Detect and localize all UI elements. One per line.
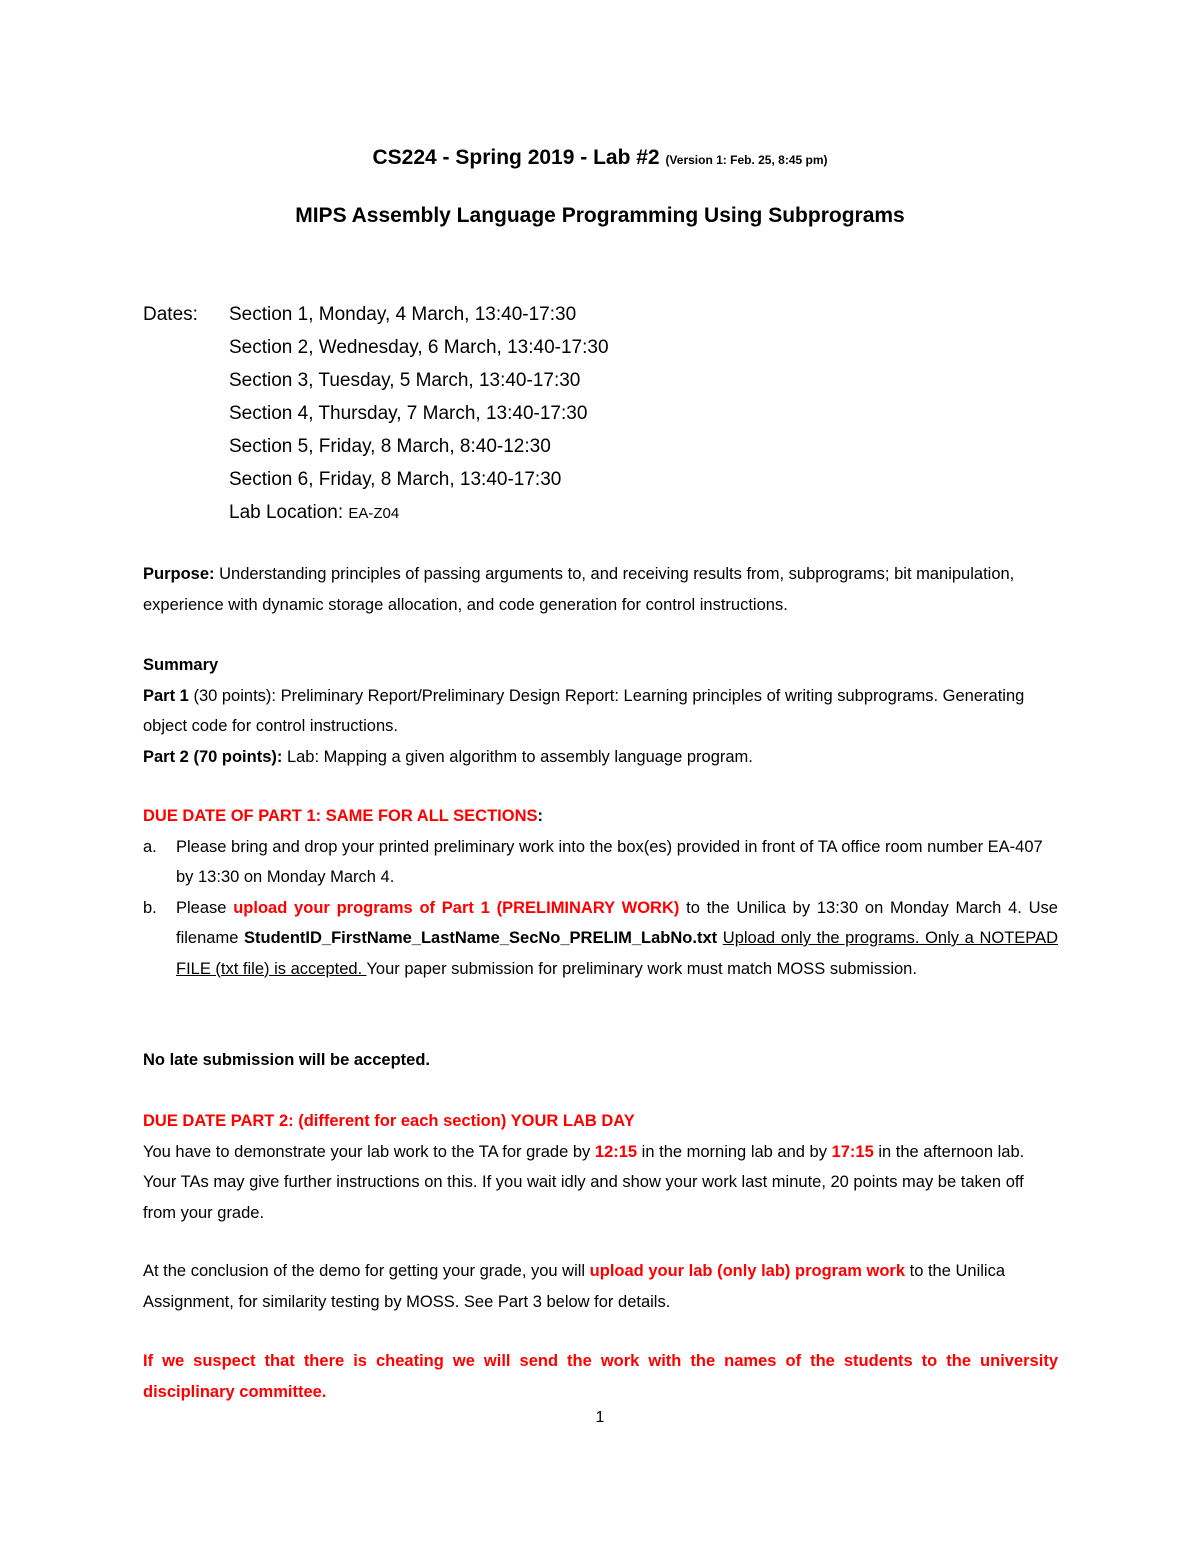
filename-format: StudentID_FirstName_LastName_SecNo_PRELIM_LabNo.txt [244,929,718,947]
section-5-date: Section 5, Friday, 8 March, 8:40-12:30 [229,436,551,457]
lab-location-label: Lab Location: [229,502,349,523]
dates-block [143,298,609,530]
summary-block [143,650,1058,772]
purpose-label: Purpose: [143,565,215,583]
due-part1-item-b: b. Please upload your programs of Part 1 (PRELIMINARY WORK) to the Unilica by 13:30 on Monday March 4. Use filename StudentID_FirstName_LastName_SecNo_PRELIM_LabNo.txt Upload only the programs. Only a NOTEPAD FILE (txt file) is accepted. Your paper submission for preliminary work must match MOSS submission. [143,898,1058,978]
due-part2-paragraph-2: At the conclusion of the demo for getting your grade, you will upload your lab (only lab) program work to the Unilica Assignment, for similarity testing by MOSS. See Part 3 below for details. [143,1262,1006,1311]
section-4-date: Section 4, Thursday, 7 March, 13:40-17:30 [229,403,588,424]
document-subtitle: MIPS Assembly Language Programming Using Subprograms [295,204,905,227]
due-part1-block [143,801,1058,984]
cheating-warning: If we suspect that there is cheating we will send the work with the names of the students to the university disciplinary committee. [143,1352,1058,1401]
due-part2-block [143,1106,1058,1228]
lab-location [229,496,399,530]
summary-part2: Part 2 (70 points): Lab: Mapping a given algorithm to assembly language program. [143,747,753,766]
due-part1-heading: DUE DATE OF PART 1: SAME FOR ALL SECTIONS: [143,807,543,825]
due-part2-paragraph-1: You have to demonstrate your lab work to the TA for grade by 12:15 in the morning lab and by 17:15 in the afternoon lab. Your TAs may give further instructions on this. If you wait idly and show your work last minute, 20 points may be taken off from your grade. [143,1142,1025,1222]
section-2-date: Section 2, Wednesday, 6 March, 13:40-17:30 [229,337,609,358]
purpose-text: Understanding principles of passing arguments to, and receiving results from, subprograms; bit manipulation, experience with dynamic storage allocation, and code generation for control instructions. [143,565,1015,614]
document-title [0,146,1200,170]
section-1-date: Section 1, Monday, 4 March, 13:40-17:30 [229,304,577,325]
due-part1-item-a: a. Please bring and drop your printed preliminary work into the box(es) provided in front of TA office room number EA-407 by 13:30 on Monday March 4. [143,837,1043,886]
no-late-notice: No late submission will be accepted. [143,1051,430,1069]
lab-location-value: EA-Z04 [348,505,400,522]
due-part2-heading: DUE DATE PART 2: (different for each section) YOUR LAB DAY [143,1112,635,1130]
dates-label: Dates: [143,304,198,325]
title-main: CS224 - Spring 2019 - Lab #2 [372,146,660,169]
page-number: 1 [595,1409,605,1426]
section-6-date: Section 6, Friday, 8 March, 13:40-17:30 [229,469,562,490]
summary-heading: Summary [143,656,219,674]
title-version: (Version 1: Feb. 25, 8:45 pm) [665,153,828,167]
section-3-date: Section 3, Tuesday, 5 March, 13:40-17:30 [229,370,581,391]
summary-part1: Part 1 (30 points): Preliminary Report/Preliminary Design Report: Learning principles of writing subprograms. Generating object code for control instructions. [143,686,1025,735]
purpose-paragraph [143,559,1058,620]
